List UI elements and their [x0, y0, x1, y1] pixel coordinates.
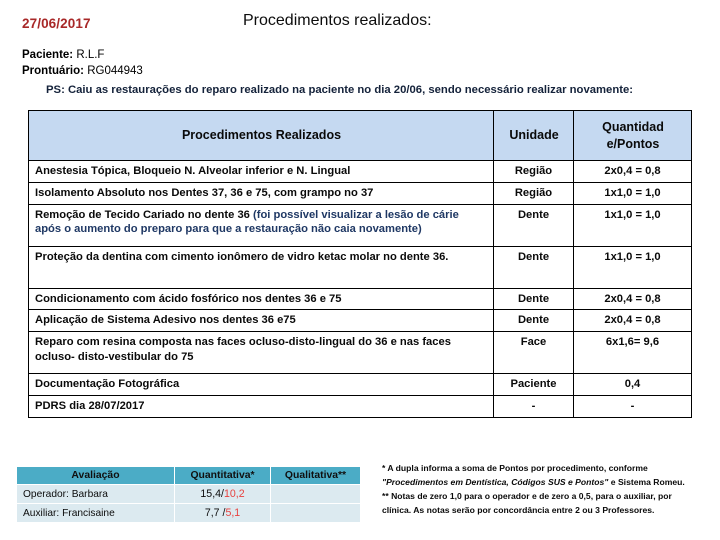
header-top-row	[0, 0, 720, 30]
cell-procedure	[29, 395, 494, 417]
col-header-evaluation: Avaliação	[17, 467, 175, 485]
patient-label: Paciente:	[22, 49, 74, 61]
evaluation-row	[17, 485, 361, 504]
record-value: RG044943	[87, 65, 143, 77]
table-row	[29, 374, 692, 396]
cell-quantitative	[175, 485, 271, 504]
procedures-table	[28, 110, 692, 418]
cell-quantity: 1x1,0 = 1,0	[574, 204, 692, 246]
role-person-name: Barbara	[71, 488, 108, 500]
footnote-2-text-a: ** Notas de zero 1,0 para o operador e de zero a 0,5, para o auxiliar, por	[382, 491, 672, 502]
procedures-table-head	[29, 111, 692, 161]
role-label: Operador:	[23, 488, 69, 500]
cell-unit: Paciente	[494, 374, 574, 396]
procedure-text: Aplicação de Sistema Adesivo nos dentes 36 e75	[35, 314, 296, 327]
cell-quantity: 2x0,4 = 0,8	[574, 310, 692, 332]
cell-unit: Dente	[494, 246, 574, 288]
table-row	[29, 310, 692, 332]
cell-role	[17, 485, 175, 504]
role-label: Auxiliar:	[23, 507, 60, 519]
table-row	[29, 332, 692, 374]
footnotes	[382, 462, 712, 518]
page-title: Procedimentos realizados:	[243, 12, 432, 29]
patient-line	[22, 49, 104, 61]
cell-procedure	[29, 310, 494, 332]
procedure-text: Remoção de Tecido Cariado no dente 36	[35, 208, 253, 221]
record-line	[22, 65, 143, 77]
document-header	[0, 0, 720, 96]
footnote-line-4	[382, 504, 712, 517]
footnote-line-1	[382, 462, 712, 475]
cell-quantity: 1x1,0 = 1,0	[574, 246, 692, 288]
procedure-text: Proteção da dentina com cimento ionômero de vidro ketac molar no dente 36.	[35, 250, 449, 263]
cell-procedure	[29, 288, 494, 310]
quantitative-score: 10,2	[223, 488, 245, 500]
evaluation-row	[17, 504, 361, 523]
col-header-quantity-line1: Quantidad	[602, 120, 664, 134]
col-header-unit: Unidade	[494, 111, 574, 161]
evaluation-table-body	[17, 485, 361, 523]
cell-quantity: 0,4	[574, 374, 692, 396]
cell-qualitative	[271, 504, 361, 523]
cell-procedure	[29, 246, 494, 288]
cell-quantity: -	[574, 395, 692, 417]
cell-unit: -	[494, 395, 574, 417]
cell-unit: Dente	[494, 204, 574, 246]
table-row	[29, 246, 692, 288]
footnote-line-2	[382, 476, 712, 489]
cell-quantity: 2x0,4 = 0,8	[574, 288, 692, 310]
cell-procedure	[29, 374, 494, 396]
role-person-name: Francisaine	[62, 507, 115, 519]
col-header-quantity	[574, 111, 692, 161]
cell-unit: Dente	[494, 288, 574, 310]
quantitative-total: 15,4/	[200, 488, 224, 500]
footnote-1-text-a: * A dupla informa a soma de Pontos por procedimento, conforme	[382, 463, 648, 473]
procedure-text: PDRS dia 28/07/2017	[35, 399, 145, 412]
col-header-procedures: Procedimentos Realizados	[29, 111, 494, 161]
table-row	[29, 161, 692, 183]
table-row	[29, 288, 692, 310]
footnote-1-text-b: e Sistema Romeu.	[608, 477, 685, 488]
col-header-quantity-line2: e/Pontos	[606, 136, 660, 151]
col-header-quantitative: Quantitativa*	[175, 467, 271, 485]
procedure-text: Condicionamento com ácido fosfórico nos dentes 36 e 75	[35, 292, 342, 305]
procedure-note: (foi possível visualizar a lesão de cárie após o aumento do preparo para que a restauração não caia novamente)	[35, 208, 459, 236]
cell-quantity: 6x1,6= 9,6	[574, 332, 692, 374]
document-date: 27/06/2017	[22, 16, 91, 31]
cell-unit: Região	[494, 182, 574, 204]
evaluation-table	[16, 466, 361, 523]
table-row	[29, 395, 692, 417]
cell-role	[17, 504, 175, 523]
record-label: Prontuário:	[22, 65, 84, 77]
cell-quantity: 2x0,4 = 0,8	[574, 161, 692, 183]
evaluation-header-row	[17, 467, 361, 485]
cell-procedure	[29, 332, 494, 374]
cell-quantity: 1x1,0 = 1,0	[574, 182, 692, 204]
quantitative-score: 5,1	[225, 507, 241, 519]
procedure-text: Documentação Fotográfica	[35, 378, 180, 391]
ps-note: PS: Caiu as restaurações do reparo realizado na paciente no dia 20/06, sendo necessário realizar novamente:	[46, 84, 634, 96]
quantitative-total: 7,7 /	[204, 507, 226, 519]
footer-area	[0, 462, 720, 540]
procedure-text: Reparo com resina composta nas faces ocluso-disto-lingual do 36 e nas faces ocluso- disto-vestibular do 75	[35, 336, 451, 363]
footnote-1-citation: "Procedimentos em Dentística, Códigos SUS e Pontos"	[382, 477, 609, 488]
cell-unit: Região	[494, 161, 574, 183]
footnote-2-text-b: clínica. As notas serão por concordância entre 2 ou 3 Professores.	[382, 505, 655, 516]
procedure-text: Anestesia Tópica, Bloqueio N. Alveolar inferior e N. Lingual	[35, 165, 351, 177]
cell-qualitative	[271, 485, 361, 504]
patient-value: R.L.F	[76, 49, 105, 61]
procedures-table-container	[28, 110, 691, 418]
evaluation-table-head	[17, 467, 361, 485]
cell-unit: Dente	[494, 310, 574, 332]
procedures-table-body	[29, 161, 692, 418]
cell-procedure	[29, 161, 494, 183]
footnote-line-3	[382, 490, 712, 503]
table-header-row	[29, 111, 692, 161]
cell-unit: Face	[494, 332, 574, 374]
table-row	[29, 182, 692, 204]
cell-procedure	[29, 182, 494, 204]
cell-procedure	[29, 204, 494, 246]
table-row	[29, 204, 692, 246]
col-header-qualitative: Qualitativa**	[271, 467, 361, 485]
procedure-text: Isolamento Absoluto nos Dentes 37, 36 e 75, com grampo no 37	[35, 186, 374, 199]
cell-quantitative	[175, 504, 271, 523]
